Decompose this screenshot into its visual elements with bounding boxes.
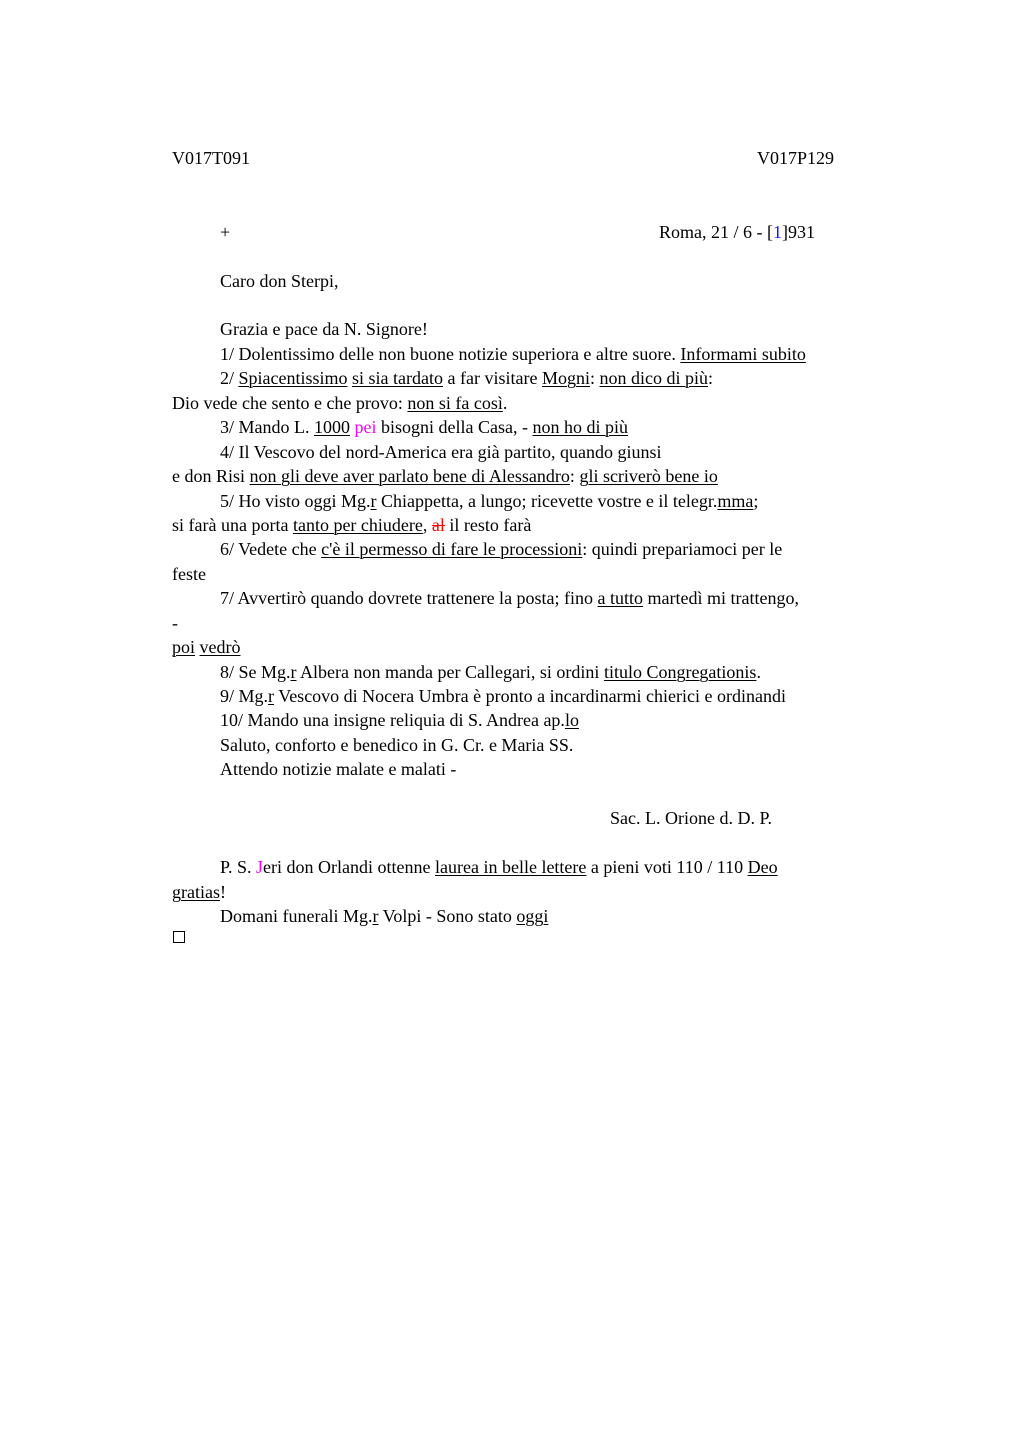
item-4-continued: e don Risi non gli deve aver parlato bene di Alessandro: gli scriverò bene io: [172, 466, 718, 486]
document-code-left: V017T091: [172, 148, 250, 168]
item-6-continued: feste: [172, 564, 206, 584]
item-2: 2/ Spiacentissimo si sia tardato a far visitare Mogni: non dico di più:: [220, 368, 713, 388]
signature: Sac. L. Orione d. D. P.: [610, 808, 772, 828]
end-of-document-box: [173, 931, 185, 943]
letter-date: Roma, 21 / 6 - [1]931: [659, 222, 815, 242]
salutation: Caro don Sterpi,: [220, 271, 339, 291]
postscript-continued: gratias!: [172, 882, 226, 902]
struck-word: al: [431, 515, 445, 535]
cross-symbol: +: [220, 222, 231, 242]
item-7: 7/ Avvertirò quando dovrete trattenere la posta; fino a tutto martedì mi trattengo,: [220, 588, 799, 608]
greeting: Grazia e pace da N. Signore!: [220, 319, 428, 339]
item-9: 9/ Mg.r Vescovo di Nocera Umbra è pronto a incardinarmi chierici e ordinandi: [220, 686, 786, 706]
item-1: 1/ Dolentissimo delle non buone notizie superiora e altre suore. Informami subito: [220, 344, 806, 364]
item-7-continued: poi vedrò: [172, 637, 241, 657]
item-8: 8/ Se Mg.r Albera non manda per Callegari, si ordini titulo Congregationis.: [220, 662, 761, 682]
closing-blessing: Saluto, conforto e benedico in G. Cr. e Maria SS.: [220, 735, 574, 755]
item-6: 6/ Vedete che c'è il permesso di fare le processioni: quindi prepariamoci per le: [220, 539, 783, 559]
item-5: 5/ Ho visto oggi Mg.r Chiappetta, a lungo; ricevette vostre e il telegr.mma;: [220, 491, 759, 511]
item-4: 4/ Il Vescovo del nord-America era già partito, quando giunsi: [220, 442, 662, 462]
document-code-right: V017P129: [757, 148, 835, 168]
date-editorial-insert: 1: [773, 222, 782, 242]
closing-request: Attendo notizie malate e malati -: [220, 759, 457, 779]
postscript: P. S. Jeri don Orlandi ottenne laurea in belle lettere a pieni voti 110 / 110 Deo: [220, 857, 778, 877]
item-3: 3/ Mando L. 1000 pei bisogni della Casa, - non ho di più: [220, 417, 628, 437]
item-5-continued: si farà una porta tanto per chiudere, al il resto farà: [172, 515, 532, 535]
item-2-continued: Dio vede che sento e che provo: non si fa così.: [172, 393, 508, 413]
item-10: 10/ Mando una insigne reliquia di S. Andrea ap.lo: [220, 710, 579, 730]
item-7-dash: -: [172, 613, 178, 633]
postscript-2: Domani funerali Mg.r Volpi - Sono stato oggi: [220, 906, 549, 926]
